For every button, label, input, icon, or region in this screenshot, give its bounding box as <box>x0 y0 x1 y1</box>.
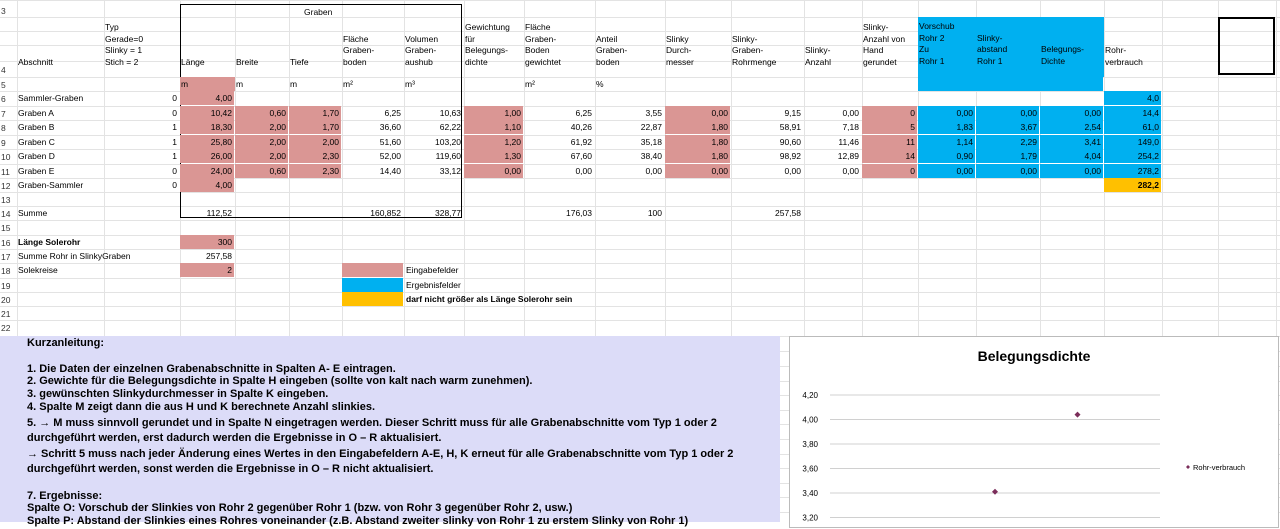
summe-anteil: 100 <box>647 208 662 218</box>
guide-line: → Schritt 5 muss nach jeder Änderung eines Wertes in den Eingabefeldern A-E, H, K erneut für alle Grabenabschnitte vom Typ 1 oder 2 <box>27 448 734 460</box>
row-number[interactable]: 16 <box>1 238 11 248</box>
volumen: 103,20 <box>435 137 461 147</box>
column-header: Gewichtung für Belegungs- dichte <box>465 22 510 67</box>
slinky-anzahl: 12,89 <box>837 151 859 161</box>
input-gewichtung[interactable]: 0,00 <box>464 164 523 178</box>
input-laenge[interactable]: 24,00 <box>180 164 234 178</box>
selected-cell[interactable] <box>1218 17 1275 75</box>
result-abstand: 0,00 <box>976 106 1039 120</box>
column-header: Rohr- verbrauch <box>1105 45 1143 67</box>
rohrmenge: 58,91 <box>779 122 801 132</box>
chart-ytick-label: 3,60 <box>802 464 818 474</box>
cell: m³ <box>405 79 415 89</box>
chart-ytick-label: 4,00 <box>802 415 818 425</box>
cell: m <box>236 79 244 89</box>
column-header: Tiefe <box>290 56 309 67</box>
result-abstand: 2,29 <box>976 135 1039 149</box>
summe-menge: 257,58 <box>775 208 801 218</box>
row-typ[interactable]: 1 <box>172 122 177 132</box>
result-rohrverbrauch: 282,2 <box>1104 178 1161 192</box>
chart-title: Belegungsdichte <box>977 348 1091 364</box>
row-number[interactable]: 10 <box>1 152 11 162</box>
cell: % <box>596 79 604 89</box>
input-gewichtung[interactable]: 1,10 <box>464 120 523 134</box>
cell: m <box>180 77 235 91</box>
flaeche: 51,60 <box>379 137 401 147</box>
volumen: 10,63 <box>439 108 461 118</box>
result-rohrverbrauch: 254,2 <box>1104 149 1161 163</box>
row-typ[interactable]: 0 <box>172 166 177 176</box>
input-durchmesser[interactable]: 1,80 <box>665 135 730 149</box>
result-rohrverbrauch: 278,2 <box>1104 164 1161 178</box>
rohrmenge: 90,60 <box>779 137 801 147</box>
slinky-anzahl: 0,00 <box>842 166 859 176</box>
rohrmenge: 0,00 <box>784 166 801 176</box>
summe-rohr-value: 257,58 <box>206 251 232 261</box>
summe-label: Summe <box>18 208 48 218</box>
column-header: Volumen Graben- aushub <box>405 33 439 67</box>
input-laenge[interactable]: 25,80 <box>180 135 234 149</box>
solekreise-label: Solekreise <box>18 265 58 275</box>
flaeche: 52,00 <box>379 151 401 161</box>
input-hand-gerundet[interactable]: 11 <box>862 135 917 149</box>
input-tiefe[interactable]: 1,70 <box>289 106 341 120</box>
input-laenge[interactable]: 10,42 <box>180 106 234 120</box>
result-dichte: 3,41 <box>1040 135 1103 149</box>
guide-line: Spalte P: Abstand der Slinkies eines Rohres voneinander (z.B. Abstand zweiter slinky von Rohr 1 zu erstem Slinky von Rohr 1) <box>27 515 689 527</box>
legend-swatch-result <box>342 278 403 292</box>
col-gridline <box>1162 0 1163 336</box>
input-tiefe[interactable]: 2,30 <box>289 164 341 178</box>
chart-svg <box>790 337 1278 527</box>
flaeche: 14,40 <box>379 166 401 176</box>
row-abschnitt: Graben-Sammler <box>18 180 84 190</box>
row-number[interactable]: 12 <box>1 181 11 191</box>
column-header: Fläche Graben- Boden gewichtet <box>525 22 561 67</box>
rohrmenge: 9,15 <box>784 108 801 118</box>
chart-ytick-label: 3,40 <box>802 489 818 498</box>
column-header: Vorschub Rohr 2 Zu Rohr 1 <box>918 17 976 77</box>
row-abschnitt: Graben E <box>18 166 55 176</box>
guide-line: 5. → M muss sinnvoll gerundet und in Spalte N eingetragen werden. Dieser Schritt muss für alle Grabenabschnitte vom Typ 1 oder 2 <box>27 417 717 429</box>
input-tiefe[interactable]: 2,30 <box>289 149 341 163</box>
flaeche: 6,25 <box>384 108 401 118</box>
input-breite[interactable]: 0,60 <box>235 164 288 178</box>
row-number[interactable]: 5 <box>1 80 6 90</box>
flaeche-gewichtet: 61,92 <box>570 137 592 147</box>
row-number[interactable]: 20 <box>1 295 11 305</box>
column-header: Abschnitt <box>18 56 53 67</box>
slinky-anzahl: 11,46 <box>838 137 859 147</box>
guide-line: 2. Gewichte für die Belegungsdichte in Spalte H eingeben (sollte von kalt nach warm zunehmen). <box>27 375 533 387</box>
input-tiefe[interactable]: 2,00 <box>289 135 341 149</box>
column-header: Slinky- Anzahl <box>805 45 831 67</box>
chart-point <box>992 489 998 495</box>
result-dichte: 2,54 <box>1040 120 1103 134</box>
input-gewichtung[interactable]: 1,30 <box>464 149 523 163</box>
volumen: 119,60 <box>435 151 461 161</box>
row-gridline <box>0 0 1280 1</box>
graben-header: Graben <box>304 7 333 17</box>
input-laenge[interactable]: 18,30 <box>180 120 234 134</box>
row-typ[interactable]: 0 <box>172 108 177 118</box>
anteil: 22,87 <box>640 122 662 132</box>
column-header: Fläche Graben- boden <box>343 33 375 67</box>
slinky-anzahl: 0,00 <box>842 108 859 118</box>
row-abschnitt: Graben B <box>18 122 55 132</box>
row-number[interactable]: 6 <box>1 94 6 104</box>
summe-volumen: 328,77 <box>435 208 461 218</box>
slinky-anzahl: 7,18 <box>842 122 859 132</box>
input-breite[interactable]: 2,00 <box>235 149 288 163</box>
column-header: Slinky Durch- messer <box>666 33 694 67</box>
guide-line: 1. Die Daten der einzelnen Grabenabschnitte in Spalten A- E eintragen. <box>27 363 396 375</box>
flaeche-gewichtet: 6,25 <box>575 108 592 118</box>
legend-result-label: Ergebnisfelder <box>406 280 461 290</box>
cell <box>918 77 1103 91</box>
result-vorschub: 1,83 <box>918 120 975 134</box>
chart-legend-marker <box>1186 465 1190 469</box>
result-abstand: 3,67 <box>976 120 1039 134</box>
column-header: Länge <box>181 56 205 67</box>
chart-legend-label: Rohr-verbrauch <box>1193 463 1246 472</box>
result-dichte: 4,04 <box>1040 149 1103 163</box>
row-abschnitt: Graben D <box>18 151 55 161</box>
result-vorschub: 0,00 <box>918 164 975 178</box>
chart-belegungsdichte[interactable] <box>789 336 1279 528</box>
input-hand-gerundet[interactable]: 0 <box>862 164 917 178</box>
result-dichte: 0,00 <box>1040 106 1103 120</box>
row-number[interactable]: 14 <box>1 209 11 219</box>
input-solekreise[interactable]: 2 <box>180 263 234 277</box>
row-number[interactable]: 15 <box>1 223 11 233</box>
row-gridline <box>0 306 1280 307</box>
flaeche-gewichtet: 40,26 <box>570 122 592 132</box>
row-number[interactable]: 22 <box>1 323 11 333</box>
result-vorschub: 1,14 <box>918 135 975 149</box>
result-dichte: 0,00 <box>1040 164 1103 178</box>
anteil: 38,40 <box>640 151 662 161</box>
input-laenge[interactable]: 26,00 <box>180 149 234 163</box>
anteil: 0,00 <box>645 166 662 176</box>
column-header: Slinky- abstand Rohr 1 <box>976 17 1040 77</box>
chart-ytick-label: 4,20 <box>802 391 818 400</box>
input-laenge[interactable]: 4,00 <box>180 178 234 192</box>
row-gridline <box>0 320 1280 321</box>
input-gewichtung[interactable]: 1,00 <box>464 106 523 120</box>
input-laenge-solerohr[interactable]: 300 <box>180 235 234 249</box>
input-laenge[interactable]: 4,00 <box>180 91 234 105</box>
input-breite[interactable]: 0,60 <box>235 106 288 120</box>
cell: m² <box>343 79 353 89</box>
cell: m² <box>525 79 535 89</box>
flaeche: 36,60 <box>379 122 401 132</box>
row-number[interactable]: 13 <box>1 195 11 205</box>
flaeche-gewichtet: 0,00 <box>575 166 592 176</box>
chart-ytick-label: 3,20 <box>802 513 818 523</box>
chart-ytick-label: 3,80 <box>802 440 818 449</box>
column-header: Slinky- Anzahl von Hand gerundet <box>863 22 906 67</box>
input-hand-gerundet[interactable]: 14 <box>862 149 917 163</box>
flaeche-gewichtet: 67,60 <box>570 151 592 161</box>
input-hand-gerundet[interactable]: 0 <box>862 106 917 120</box>
row-number[interactable]: 4 <box>1 65 6 75</box>
summe-laenge: 112,52 <box>206 208 232 218</box>
row-number[interactable]: 17 <box>1 252 11 262</box>
legend-warn-label: darf nicht größer als Länge Solerohr sein <box>406 294 573 304</box>
result-vorschub: 0,90 <box>918 149 975 163</box>
row-abschnitt: Sammler-Graben <box>18 93 84 103</box>
chart-point <box>1075 412 1081 418</box>
row-typ[interactable]: 1 <box>172 151 177 161</box>
col-gridline <box>1276 0 1277 336</box>
result-rohrverbrauch: 149,0 <box>1104 135 1161 149</box>
column-header: Anteil Graben- boden <box>596 33 628 67</box>
row-gridline <box>0 278 1280 279</box>
input-hand-gerundet[interactable]: 5 <box>862 120 917 134</box>
guide-line: durchgeführt werden, sonst werden die Ergebnisse in O – R nicht aktualisiert. <box>27 463 434 475</box>
volumen: 62,22 <box>439 122 461 132</box>
row-number[interactable]: 3 <box>1 6 6 16</box>
input-breite[interactable]: 2,00 <box>235 135 288 149</box>
guide-line: Spalte O: Vorschub der Slinkies von Rohr 2 gegenüber Rohr 1 (bzw. von Rohr 3 gegenüber Rohr 2, usw.) <box>27 502 573 514</box>
row-typ[interactable]: 0 <box>172 180 177 190</box>
input-durchmesser[interactable]: 0,00 <box>665 106 730 120</box>
row-abschnitt: Graben C <box>18 137 55 147</box>
column-header: Belegungs- Dichte <box>1040 17 1104 77</box>
input-breite[interactable]: 2,00 <box>235 120 288 134</box>
rohrmenge: 98,92 <box>779 151 801 161</box>
input-durchmesser[interactable]: 0,00 <box>665 164 730 178</box>
input-durchmesser[interactable]: 1,80 <box>665 120 730 134</box>
result-abstand: 1,79 <box>976 149 1039 163</box>
guide-title: Kurzanleitung: <box>27 337 104 349</box>
row-number[interactable]: 8 <box>1 123 6 133</box>
summe-fg: 176,03 <box>566 208 592 218</box>
row-number[interactable]: 7 <box>1 109 6 119</box>
cell: m <box>290 79 298 89</box>
anteil: 3,55 <box>645 108 662 118</box>
result-rohrverbrauch: 4,0 <box>1104 91 1161 105</box>
legend-input-label: Eingabefelder <box>406 265 459 275</box>
result-vorschub: 0,00 <box>918 106 975 120</box>
input-tiefe[interactable]: 1,70 <box>289 120 341 134</box>
result-rohrverbrauch: 14,4 <box>1104 106 1161 120</box>
volumen: 33,12 <box>439 166 461 176</box>
row-abschnitt: Graben A <box>18 108 54 118</box>
column-header: Slinky- Graben- Rohrmenge <box>732 33 777 67</box>
summe-flaeche: 160,852 <box>370 208 401 218</box>
guide-line: 7. Ergebnisse: <box>27 490 103 502</box>
row-number[interactable]: 9 <box>1 138 6 148</box>
row-typ[interactable]: 0 <box>172 93 177 103</box>
legend-swatch-input <box>342 263 403 277</box>
column-header-typ: Typ Gerade=0 Slinky = 1 Stich = 2 <box>105 22 144 67</box>
row-gridline <box>0 220 1280 221</box>
row-number[interactable]: 21 <box>1 309 11 319</box>
row-number[interactable]: 18 <box>1 266 11 276</box>
guide-line: 4. Spalte M zeigt dann die aus H und K berechnete Anzahl slinkies. <box>27 401 375 413</box>
anteil: 35,18 <box>640 137 662 147</box>
row-typ[interactable]: 1 <box>172 137 177 147</box>
result-rohrverbrauch: 61,0 <box>1104 120 1161 134</box>
summe-rohr-label: Summe Rohr in SlinkyGraben <box>18 251 131 261</box>
result-abstand: 0,00 <box>976 164 1039 178</box>
guide-line: 3. gewünschten Slinkydurchmesser in Spalte K eingeben. <box>27 388 329 400</box>
input-gewichtung[interactable]: 1,20 <box>464 135 523 149</box>
laenge-solerohr-label: Länge Solerohr <box>18 237 81 247</box>
input-durchmesser[interactable]: 1,80 <box>665 149 730 163</box>
guide-line: durchgeführt werden, erst dadurch werden die Ergebnisse in O – R aktualisiert. <box>27 432 442 444</box>
row-number[interactable]: 11 <box>1 167 10 177</box>
legend-swatch-warn <box>342 292 403 306</box>
column-header: Breite <box>236 56 259 67</box>
row-number[interactable]: 19 <box>1 281 11 291</box>
